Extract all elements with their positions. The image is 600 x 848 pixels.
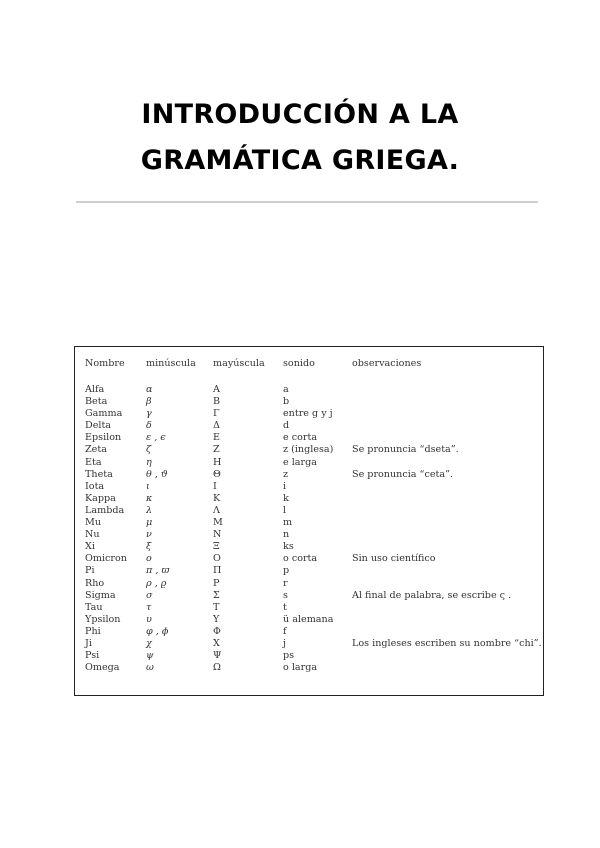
cell-observaciones (352, 505, 542, 517)
table-row (85, 614, 542, 626)
cell-minuscula: π , ϖ (146, 565, 170, 577)
cell-sonido: r (283, 577, 288, 589)
cell-nombre: Pi (85, 565, 95, 577)
table-row (85, 541, 542, 553)
cell-mayuscula: Z (213, 444, 220, 456)
cell-mayuscula: M (213, 517, 223, 529)
cell-observaciones (352, 408, 542, 420)
title-line-1: INTRODUCCIÓN A LA (141, 99, 459, 130)
greek-alphabet-table-frame (74, 346, 544, 696)
table-row (85, 590, 542, 602)
header-sonido: sonido (283, 358, 315, 369)
cell-mayuscula: Ω (213, 662, 221, 674)
cell-nombre: Nu (85, 529, 100, 541)
table-row (85, 638, 542, 650)
cell-sonido: l (283, 504, 287, 516)
cell-observaciones: Los ingleses escriben su nombre “chi”. (352, 637, 542, 649)
cell-nombre: Rho (85, 577, 105, 589)
cell-mayuscula: X (213, 637, 220, 649)
cell-nombre: Alfa (85, 384, 105, 395)
table-body (85, 372, 542, 674)
cell-minuscula: λ (146, 504, 153, 516)
cell-mayuscula: Σ (213, 589, 220, 601)
cell-minuscula: μ (146, 517, 153, 529)
table-row (85, 529, 542, 541)
cell-observaciones (352, 420, 542, 432)
cell-nombre: Lambda (85, 504, 125, 516)
cell-mayuscula: K (213, 492, 221, 504)
cell-sonido: o larga (283, 662, 318, 674)
cell-nombre: Eta (85, 456, 102, 468)
cell-observaciones (352, 432, 542, 444)
cell-minuscula: γ (146, 408, 152, 420)
cell-observaciones (352, 493, 542, 505)
cell-observaciones (352, 578, 542, 590)
cell-nombre: Ji (85, 637, 92, 649)
cell-sonido: entre g y j (283, 408, 333, 420)
cell-nombre: Omega (85, 662, 120, 674)
cell-sonido: p (283, 565, 290, 577)
cell-nombre: Epsilon (85, 432, 122, 444)
cell-minuscula: ν (146, 529, 152, 541)
cell-minuscula: δ (146, 420, 152, 432)
cell-sonido: t (283, 601, 287, 613)
cell-nombre: Phi (85, 625, 101, 637)
cell-mayuscula: H (213, 456, 222, 468)
table-row (85, 420, 542, 432)
cell-sonido: m (283, 517, 293, 529)
cell-mayuscula: Ψ (213, 650, 222, 662)
cell-nombre: Xi (85, 541, 95, 553)
cell-observaciones (352, 517, 542, 529)
cell-minuscula: η (146, 456, 152, 468)
cell-observaciones (352, 602, 542, 614)
cell-sonido: z (283, 468, 289, 480)
cell-observaciones (352, 529, 542, 541)
header-mayuscula: mayúscula (213, 358, 265, 369)
cell-observaciones: Al final de palabra, se escribe ς . (352, 589, 512, 601)
cell-mayuscula: Π (213, 565, 222, 577)
cell-observaciones: Se pronuncia “ceta”. (352, 468, 454, 480)
cell-minuscula: ζ (146, 444, 152, 456)
table-row (85, 662, 542, 674)
cell-nombre: Theta (85, 468, 113, 480)
cell-sonido: o corta (283, 553, 318, 565)
table-row (85, 650, 542, 662)
cell-nombre: Iota (85, 480, 105, 492)
cell-mayuscula: Θ (213, 468, 221, 480)
cell-mayuscula: P (213, 577, 220, 589)
cell-minuscula: ξ (146, 541, 152, 553)
cell-observaciones (352, 457, 542, 469)
title-line-2: GRAMÁTICA GRIEGA. (140, 145, 460, 176)
cell-mayuscula: Γ (213, 408, 220, 420)
cell-sonido: ks (283, 541, 294, 553)
table-row (85, 553, 542, 565)
document-title (0, 92, 600, 184)
cell-minuscula: ε , ϵ (146, 432, 166, 444)
cell-mayuscula: E (213, 432, 221, 444)
cell-mayuscula: Υ (213, 613, 220, 625)
cell-sonido: k (283, 492, 289, 504)
header-observaciones: observaciones (352, 358, 422, 369)
cell-nombre: Omicron (85, 553, 127, 565)
cell-nombre: Kappa (85, 492, 116, 504)
cell-nombre: Zeta (85, 444, 107, 456)
cell-nombre: Ypsilon (85, 613, 121, 625)
table-row (85, 565, 542, 577)
greek-alphabet-table (85, 358, 542, 674)
table-row (85, 408, 542, 420)
cell-minuscula: θ , ϑ (146, 468, 168, 480)
table-row (85, 626, 542, 638)
cell-mayuscula: T (213, 601, 220, 613)
cell-minuscula: ρ , ϱ (146, 577, 167, 589)
cell-observaciones (352, 662, 542, 674)
cell-minuscula: χ (146, 637, 152, 649)
cell-sonido: b (283, 396, 290, 408)
cell-minuscula: β (146, 396, 152, 408)
cell-mayuscula: O (213, 553, 221, 565)
cell-sonido: d (283, 420, 290, 432)
cell-sonido: n (283, 529, 290, 541)
cell-sonido: ü alemana (283, 613, 334, 625)
table-row (85, 384, 542, 396)
horizontal-divider (76, 201, 538, 203)
cell-sonido: a (283, 384, 289, 395)
cell-minuscula: ψ (146, 650, 154, 662)
table-row (85, 481, 542, 493)
cell-sonido: e larga (283, 456, 317, 468)
cell-nombre: Tau (85, 601, 103, 613)
cell-mayuscula: A (213, 384, 220, 395)
cell-nombre: Mu (85, 517, 102, 529)
table-row (85, 493, 542, 505)
cell-observaciones: Sin uso científico (352, 553, 436, 565)
cell-nombre: Gamma (85, 408, 123, 420)
header-minuscula: minúscula (146, 358, 196, 369)
table-row (85, 602, 542, 614)
cell-minuscula: o (146, 553, 152, 565)
table-row (85, 396, 542, 408)
cell-observaciones (352, 614, 542, 626)
cell-observaciones (352, 396, 542, 408)
cell-mayuscula: Δ (213, 420, 220, 432)
cell-sonido: ps (283, 650, 295, 662)
cell-mayuscula: Ξ (213, 541, 220, 553)
cell-nombre: Beta (85, 396, 108, 408)
cell-mayuscula: N (213, 529, 222, 541)
table-row (85, 469, 542, 481)
table-header-row (85, 358, 542, 372)
table-row (85, 517, 542, 529)
cell-nombre: Sigma (85, 589, 116, 601)
cell-minuscula: κ (146, 492, 153, 504)
cell-sonido: s (283, 589, 288, 601)
header-nombre: Nombre (85, 358, 125, 369)
cell-minuscula: τ (146, 601, 152, 613)
cell-observaciones (352, 650, 542, 662)
cell-mayuscula: Φ (213, 625, 221, 637)
cell-nombre: Psi (85, 650, 100, 662)
table-row (85, 505, 542, 517)
cell-observaciones (352, 481, 542, 493)
cell-minuscula: ι (146, 480, 150, 492)
cell-mayuscula: B (213, 396, 221, 408)
cell-sonido: z (inglesa) (283, 444, 334, 456)
cell-sonido: j (283, 637, 286, 649)
cell-observaciones (352, 541, 542, 553)
cell-sonido: f (283, 625, 287, 637)
cell-minuscula: φ , ϕ (146, 625, 169, 637)
table-row (85, 457, 542, 469)
table-row (85, 432, 542, 444)
cell-observaciones (352, 565, 542, 577)
cell-sonido: i (283, 480, 287, 492)
cell-minuscula: α (146, 384, 153, 395)
table-spacer-row (85, 372, 542, 384)
cell-sonido: e corta (283, 432, 318, 444)
cell-observaciones: Se pronuncia “dseta”. (352, 444, 459, 456)
cell-mayuscula: I (213, 480, 217, 492)
cell-observaciones (352, 384, 542, 396)
cell-minuscula: υ (146, 613, 152, 625)
table-row (85, 578, 542, 590)
cell-mayuscula: Λ (213, 504, 220, 516)
table-row (85, 444, 542, 456)
cell-minuscula: σ (146, 589, 153, 601)
cell-minuscula: ω (146, 662, 154, 674)
cell-observaciones (352, 626, 542, 638)
cell-nombre: Delta (85, 420, 112, 432)
